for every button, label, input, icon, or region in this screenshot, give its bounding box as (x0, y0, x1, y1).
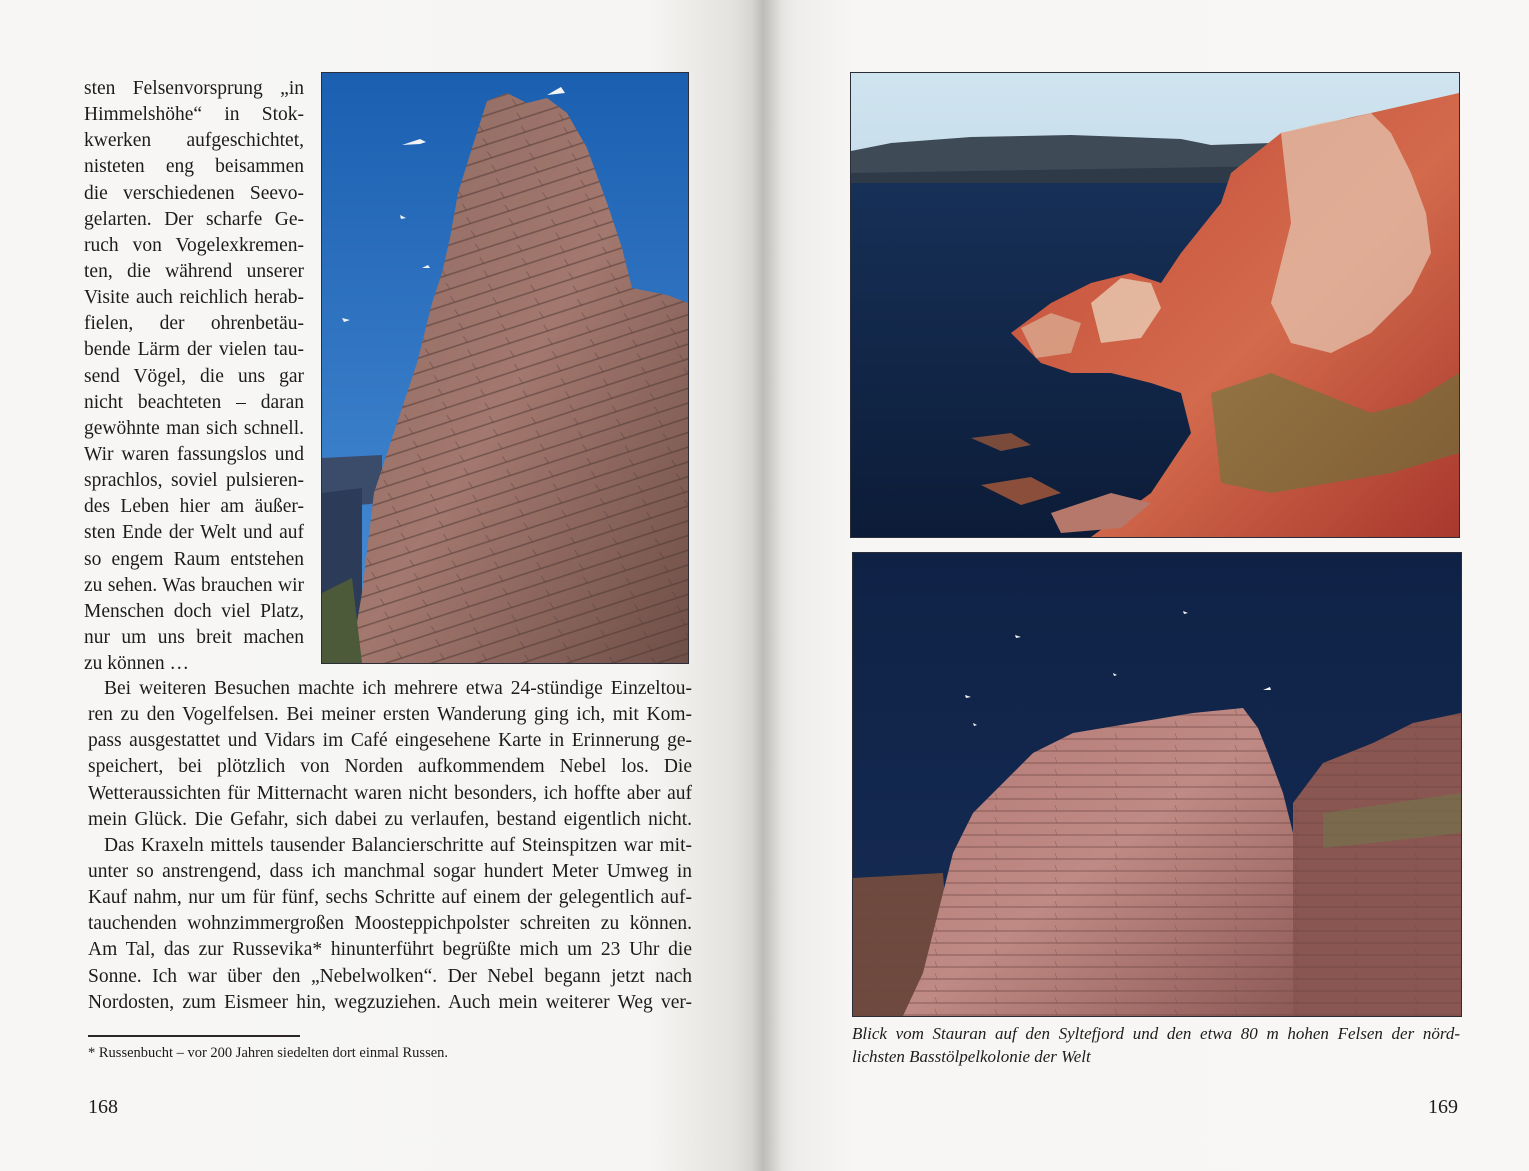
left-page (0, 0, 764, 1171)
text-line: des Leben hier am äußer- (84, 496, 304, 518)
text-line: gewöhnte man sich schnell. (84, 417, 304, 439)
text-line: kwerken aufgeschichtet, (84, 130, 304, 152)
text-line: fielen, der ohrenbetäu- (84, 313, 304, 335)
text-line: unter so anstrengend, dass ich manchmal sogar hundert Meter Umweg in (88, 860, 692, 882)
text-line: sten Ende der Welt und auf (84, 522, 304, 544)
text-line: sprachlos, soviel pulsieren- (84, 470, 304, 492)
narrow-text-column (84, 76, 304, 677)
caption-line: lichsten Basstölpelkolonie der Welt (852, 1047, 1091, 1066)
text-line: Menschen doch viel Platz, (84, 600, 304, 622)
text-line: die verschiedenen Seevo- (84, 182, 304, 204)
text-line: Visite auch reichlich herab- (84, 287, 304, 309)
page-number-right: 169 (1428, 1096, 1458, 1118)
text-line: so engem Raum entstehen (84, 548, 304, 570)
text-line: bende Lärm der vielen tau- (84, 339, 304, 361)
text-line: ten, die während unserer (84, 260, 304, 282)
text-line: Am Tal, das zur Russevika* hinunterführt begrüßte mich um 23 Uhr die (88, 939, 692, 961)
text-line: Bei weiteren Besuchen machte ich mehrere etwa 24-stündige Einzeltou- (104, 678, 692, 699)
text-line: nisteten eng beisammen (84, 156, 304, 178)
text-line: gelarten. Der scharfe Ge- (84, 208, 304, 230)
photo-caption (852, 1022, 1460, 1068)
text-line: send Vögel, die uns gar (84, 365, 304, 387)
caption-line: Blick vom Stauran auf den Syltefjord und den etwa 80 m hohen Felsen der nörd- (852, 1024, 1460, 1043)
text-line: mein Glück. Die Gefahr, sich dabei zu verlaufen, bestand eigentlich nicht. (88, 808, 692, 830)
text-line: Das Kraxeln mittels tausender Balancierschritte auf Steinspitzen war mit- (104, 834, 692, 856)
text-line: ruch von Vogelexkremen- (84, 234, 304, 256)
text-line: Wetteraussichten für Mitternacht waren nicht besonders, ich hoffte aber auf (88, 782, 692, 804)
text-line: pass ausgestattet und Vidars im Café eingesehene Karte in Erinnerung ge- (88, 730, 692, 752)
text-line: zu sehen. Was brauchen wir (84, 574, 304, 596)
photo-gannet-colony-rock (852, 552, 1462, 1017)
footnote-rule (88, 1035, 300, 1037)
text-line: sten Felsenvorsprung „in (84, 78, 304, 99)
photo-fjord-red-cliffs (850, 72, 1460, 538)
footnote: * Russenbucht – vor 200 Jahren siedelten dort einmal Russen. (88, 1045, 449, 1061)
book-gutter (752, 0, 782, 1171)
text-line: Kauf nahm, nur um für fünf, sechs Schritte auf einem der gelegentlich auf- (88, 887, 692, 909)
text-line: ren zu den Vogelfelsen. Bei meiner ersten Wanderung ging ich, mit Kom- (88, 704, 692, 726)
text-line: speichert, bei plötzlich von Norden aufkommendem Nebel los. Die (88, 756, 692, 778)
text-line: zu können … (84, 653, 190, 675)
text-line: Nordosten, zum Eismeer hin, wegzuziehen. Auch mein weiterer Weg ver- (88, 991, 692, 1013)
text-line: tauchenden wohnzimmergroßen Moosteppichpolster schreiten zu können. (88, 913, 692, 935)
page-number-left: 168 (88, 1096, 118, 1118)
text-line: Sonne. Ich war über den „Nebelwolken“. Der Nebel begann jetzt nach (88, 965, 692, 987)
wide-text-block (88, 676, 692, 1016)
text-line: Himmelshöhe“ in Stok- (84, 104, 304, 126)
text-line: nicht beachteten – daran (84, 391, 304, 413)
photo-bird-rock-spire (321, 72, 689, 664)
text-line: Wir waren fassungslos und (84, 443, 304, 465)
text-line: nur um uns breit machen (84, 626, 304, 648)
